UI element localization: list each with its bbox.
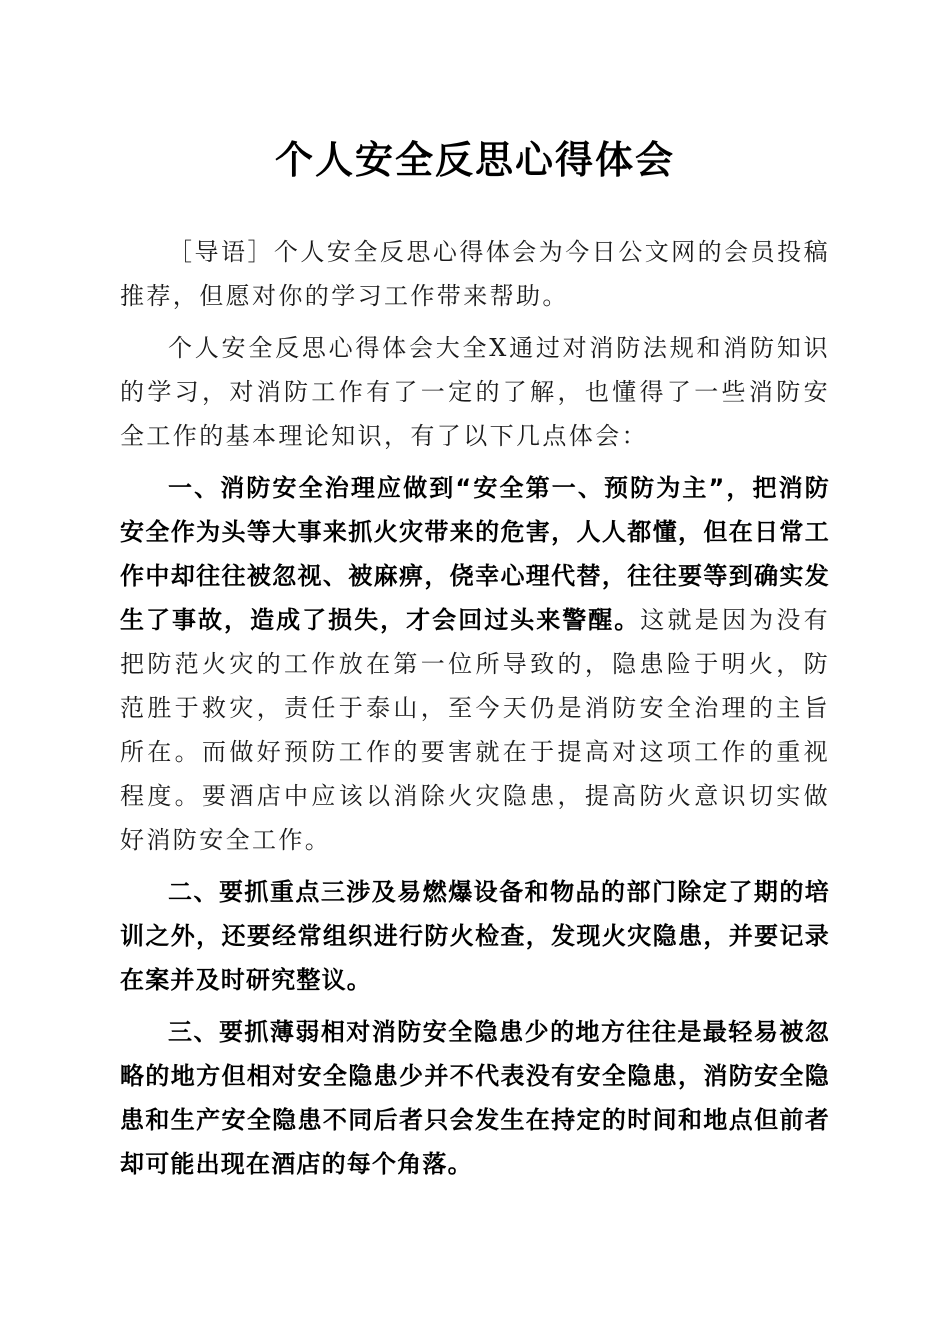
paragraph-1: 个人安全反思心得体会大全X通过对消防法规和消防知识的学习，对消防工作有了一定的了解，也懂得了一些消防安全工作的基本理论知识，有了以下几点体会： — [120, 334, 830, 450]
document-title: 个人安全反思心得体会 — [274, 137, 675, 182]
intro-paragraph: ［导语］个人安全反思心得体会为今日公文网的会员投稿推荐，但愿对你的学习工作带来帮助。 — [120, 238, 830, 310]
paragraph-3: 二、要抓重点三涉及易燃爆设备和物品的部门除定了期的培训之外，还要经常组织进行防火检查，发现火灾隐患，并要记录在案并及时研究整议。 — [120, 878, 830, 994]
document-body — [120, 230, 830, 1194]
paragraph-2-bold-text: 一、消防安全治理应做到“安全第一、预防为主”，把消防安全作为头等大事来抓火灾带来的危害，人人都懂，但在日常工作中却往往被忽视、被麻痹，侥幸心理代替，往往要等到确实发生了事故，造成了损失，才会回过头来警醒。 — [120, 474, 830, 634]
paragraph-2 — [120, 466, 830, 862]
paragraph-2-normal-text: 这就是因为没有把防范火灾的工作放在第一位所导致的，隐患险于明火，防范胜于救灾，责任于泰山，至今天仍是消防安全治理的主旨所在。而做好预防工作的要害就在于提高对这项工作的重视程度。要酒店中应该以消除火灾隐患，提高防火意识切实做好消防安全工作。 — [120, 606, 830, 854]
paragraph-4: 三、要抓薄弱相对消防安全隐患少的地方往往是最轻易被忽略的地方但相对安全隐患少并不代表没有安全隐患，消防安全隐患和生产安全隐患不同后者只会发生在持定的时间和地点但前者却可能出现在酒店的每个角落。 — [120, 1018, 830, 1178]
